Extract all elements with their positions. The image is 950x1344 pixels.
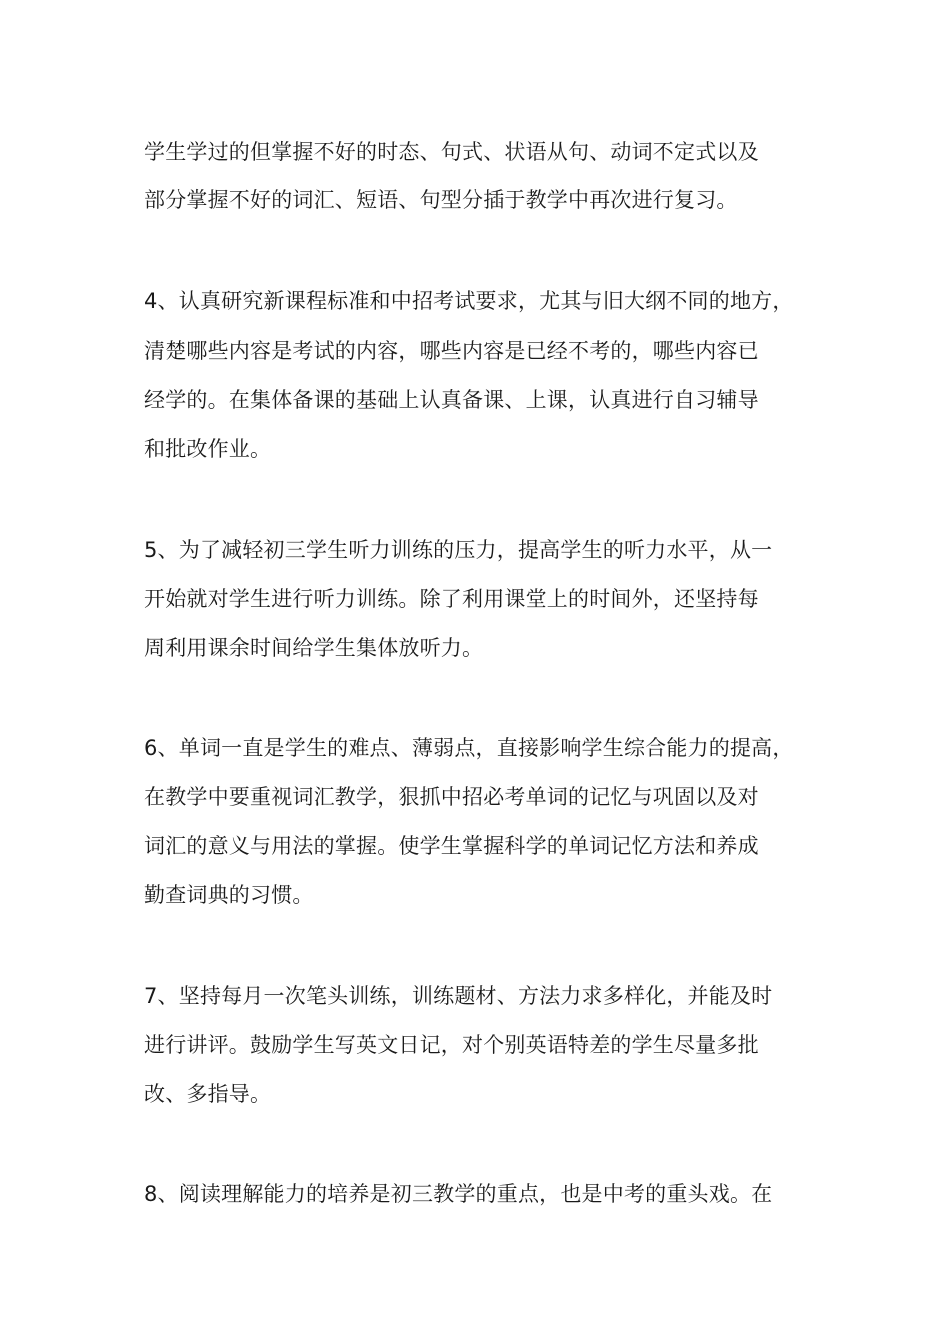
paragraph-2-line-4: 和批改作业。 xyxy=(144,437,272,461)
paragraph-1-line-2: 部分掌握不好的词汇、短语、句型分插于教学中再次进行复习。 xyxy=(144,188,738,212)
paragraph-6-line-1: 8、阅读理解能力的培养是初三教学的重点，也是中考的重头戏。在 xyxy=(144,1182,773,1206)
paragraph-5-line-2: 进行讲评。鼓励学生写英文日记，对个别英语特差的学生尽量多批 xyxy=(144,1033,759,1057)
paragraph-4-line-4: 勤查词典的习惯。 xyxy=(144,883,314,907)
paragraph-2-line-3: 经学的。在集体备课的基础上认真备课、上课，认真进行自习辅导 xyxy=(144,388,759,412)
paragraph-3-line-2: 开始就对学生进行听力训练。除了利用课堂上的时间外，还坚持每 xyxy=(144,587,759,611)
paragraph-4-line-1: 6、单词一直是学生的难点、薄弱点，直接影响学生综合能力的提高， xyxy=(144,736,794,760)
paragraph-3-line-1: 5、为了减轻初三学生听力训练的压力，提高学生的听力水平，从一 xyxy=(144,538,773,562)
paragraph-3-line-3: 周利用课余时间给学生集体放听力。 xyxy=(144,636,484,660)
paragraph-2-line-2: 清楚哪些内容是考试的内容，哪些内容是已经不考的，哪些内容已 xyxy=(144,339,759,363)
paragraph-5-line-1: 7、坚持每月一次笔头训练，训练题材、方法力求多样化，并能及时 xyxy=(144,984,773,1008)
paragraph-5-line-3: 改、多指导。 xyxy=(144,1082,272,1106)
paragraph-2-line-1: 4、认真研究新课程标准和中招考试要求，尤其与旧大纲不同的地方， xyxy=(144,289,794,313)
paragraph-4-line-2: 在教学中要重视词汇教学，狠抓中招必考单词的记忆与巩固以及对 xyxy=(144,785,759,809)
paragraph-1-line-1: 学生学过的但掌握不好的时态、句式、状语从句、动词不定式以及 xyxy=(144,140,759,164)
paragraph-4-line-3: 词汇的意义与用法的掌握。使学生掌握科学的单词记忆方法和养成 xyxy=(144,834,759,858)
